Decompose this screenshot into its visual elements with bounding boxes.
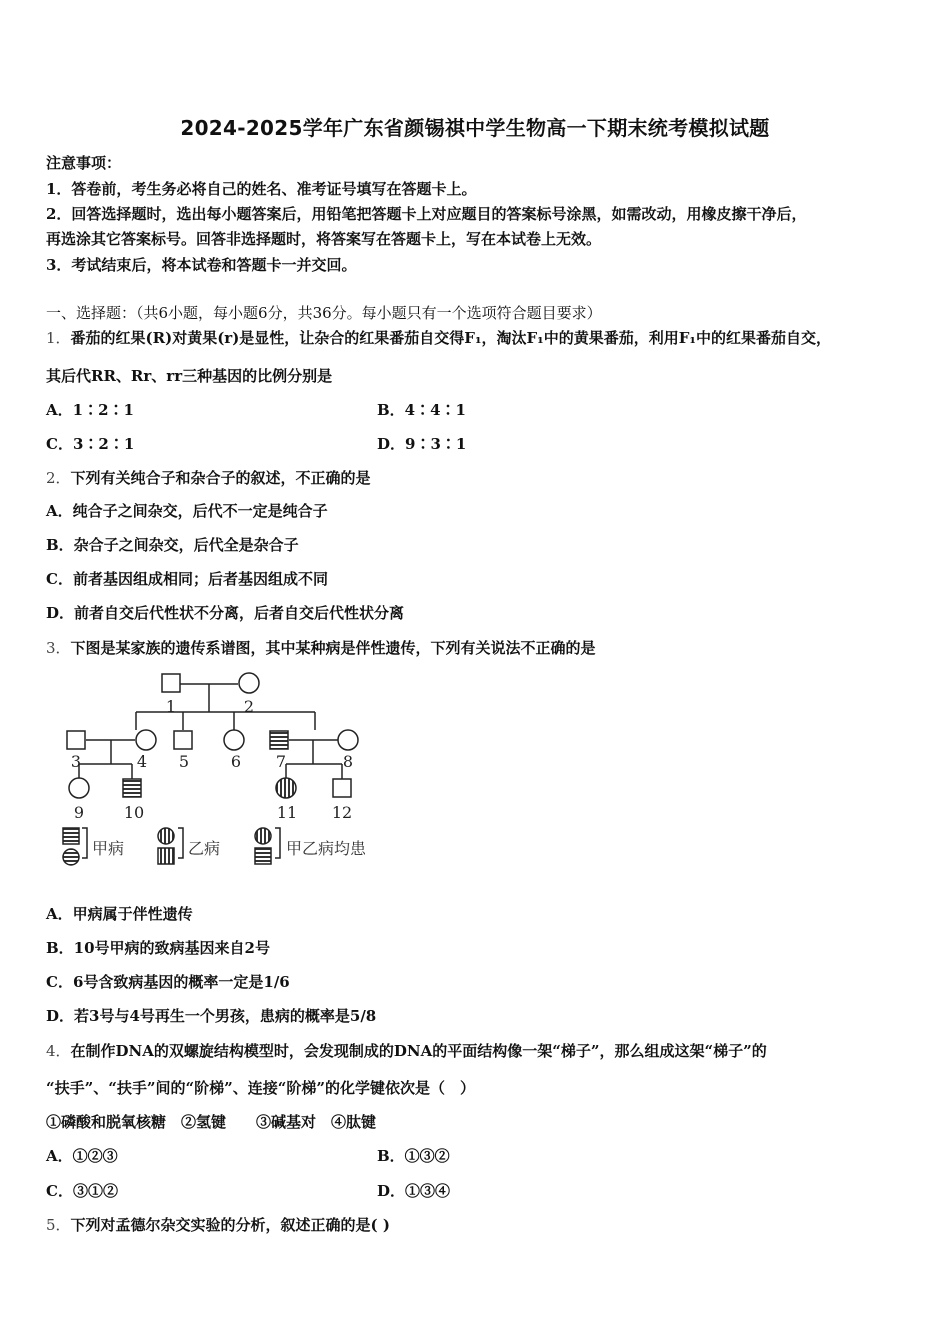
q1-option-d: D．9∶3∶1 bbox=[377, 435, 467, 453]
individual-4-female bbox=[136, 730, 156, 750]
question-1 bbox=[46, 327, 831, 348]
individual-2-female bbox=[239, 673, 259, 693]
individual-7-male-disease-a bbox=[270, 731, 288, 749]
legend-square-disease-a bbox=[63, 828, 79, 844]
q2-option-b: B．杂合子之间杂交，后代全是杂合子 bbox=[46, 536, 299, 554]
label-5: 5 bbox=[178, 752, 190, 771]
q3-option-c: C．6号含致病基因的概率一定是1/6 bbox=[46, 973, 290, 991]
label-10: 10 bbox=[123, 803, 145, 822]
q1-option-a: A．1∶2∶1 bbox=[46, 401, 134, 419]
q3-option-d: D．若3号与4号再生一个男孩，患病的概率是5/8 bbox=[46, 1007, 377, 1025]
question-stem: 番茄的红果(R)对黄果(r)是显性，让杂合的红果番茄自交得F₁，淘汰F₁中的黄果番茄，利用F₁中的红果番茄自交， bbox=[70, 329, 831, 347]
label-11: 11 bbox=[276, 803, 298, 822]
individual-8-female bbox=[338, 730, 358, 750]
q2-option-d: D．前者自交后代性状不分离，后者自交后代性状分离 bbox=[46, 604, 405, 622]
q2-option-c: C．前者基因组成相同；后者基因组成不同 bbox=[46, 570, 328, 588]
individual-10-male-disease-a bbox=[123, 779, 141, 797]
individual-9-female bbox=[69, 778, 89, 798]
q3-option-a: A．甲病属于伴性遗传 bbox=[46, 905, 193, 923]
label-8: 8 bbox=[342, 752, 354, 771]
question-stem: 在制作DNA的双螺旋结构模型时，会发现制成的DNA的平面结构像一架“梯子”，那么组成这架“梯子”的 bbox=[70, 1042, 767, 1060]
legend-square-disease-ab bbox=[255, 848, 271, 864]
q2-option-a: A．纯合子之间杂交，后代不一定是纯合子 bbox=[46, 502, 328, 520]
question-stem: 下列有关纯合子和杂合子的叙述，不正确的是 bbox=[70, 469, 371, 487]
legend-label-disease-a: 甲病 bbox=[92, 839, 125, 858]
legend-square-disease-b bbox=[158, 848, 174, 864]
question-number: 5． bbox=[46, 1216, 71, 1234]
q4-option-b: B．①③② bbox=[377, 1147, 450, 1165]
q4-option-c: C．③①② bbox=[46, 1182, 118, 1200]
label-2: 2 bbox=[243, 697, 255, 716]
notice-item-1: 1．答卷前，考生务必将自己的姓名、准考证号填写在答题卡上。 bbox=[46, 180, 477, 198]
question-stem: 下列对孟德尔杂交实验的分析，叙述正确的是( ) bbox=[70, 1216, 390, 1234]
question-1-stem-cont: 其后代RR、Rr、rr三种基因的比例分别是 bbox=[46, 367, 333, 385]
individual-1-male bbox=[162, 674, 180, 692]
label-3: 3 bbox=[70, 752, 82, 771]
label-6: 6 bbox=[230, 752, 242, 771]
question-2 bbox=[46, 467, 371, 488]
question-number: 2． bbox=[46, 469, 71, 487]
notice-item-2-cont: 再选涂其它答案标号。回答非选择题时，将答案写在答题卡上，写在本试卷上无效。 bbox=[46, 230, 602, 248]
legend-label-disease-b: 乙病 bbox=[188, 839, 221, 858]
q4-option-d: D．①③④ bbox=[377, 1182, 451, 1200]
label-9: 9 bbox=[73, 803, 85, 822]
page-title: 2024-2025学年广东省颜锡祺中学生物高一下期末统考模拟试题 bbox=[180, 116, 770, 140]
q1-option-b: B．4∶4∶1 bbox=[377, 401, 466, 419]
question-number: 3． bbox=[46, 639, 71, 657]
q3-option-b: B．10号甲病的致病基因来自2号 bbox=[46, 939, 270, 957]
legend-circle-disease-b bbox=[158, 828, 174, 844]
q1-option-c: C．3∶2∶1 bbox=[46, 435, 135, 453]
notice-heading: 注意事项： bbox=[46, 154, 122, 172]
label-12: 12 bbox=[331, 803, 353, 822]
label-4: 4 bbox=[136, 752, 148, 771]
legend-circle-disease-ab bbox=[255, 828, 271, 844]
individual-12-male bbox=[333, 779, 351, 797]
question-4-stem-cont: “扶手”、“扶手”间的“阶梯”、连接“阶梯”的化学键依次是（ ） bbox=[46, 1079, 476, 1097]
question-3 bbox=[46, 637, 596, 658]
q4-choices-line: ①磷酸和脱氧核糖 ②氢键 ③碱基对 ④肽键 bbox=[46, 1113, 377, 1131]
notice-item-2: 2．回答选择题时，选出每小题答案后，用铅笔把答题卡上对应题目的答案标号涂黑，如需改动，用橡皮擦干净后， bbox=[46, 205, 807, 223]
legend-circle-disease-a bbox=[63, 849, 79, 865]
individual-3-male bbox=[67, 731, 85, 749]
individual-5-male bbox=[174, 731, 192, 749]
question-number: 1． bbox=[46, 329, 71, 347]
section-heading: 一、选择题：（共6小题，每小题6分，共36分。每小题只有一个选项符合题目要求） bbox=[46, 304, 602, 322]
label-7: 7 bbox=[275, 752, 287, 771]
question-5 bbox=[46, 1214, 390, 1235]
question-stem: 下图是某家族的遗传系谱图，其中某种病是伴性遗传，下列有关说法不正确的是 bbox=[70, 639, 596, 657]
legend-label-disease-ab: 甲乙病均患 bbox=[286, 839, 367, 858]
notice-item-3: 3．考试结束后，将本试卷和答题卡一并交回。 bbox=[46, 256, 357, 274]
pedigree-diagram bbox=[52, 668, 402, 873]
question-number: 4． bbox=[46, 1042, 71, 1060]
label-1: 1 bbox=[165, 697, 177, 716]
question-4 bbox=[46, 1040, 767, 1061]
q4-option-a: A．①②③ bbox=[46, 1147, 118, 1165]
individual-6-female bbox=[224, 730, 244, 750]
individual-11-female-disease-b bbox=[276, 778, 296, 798]
